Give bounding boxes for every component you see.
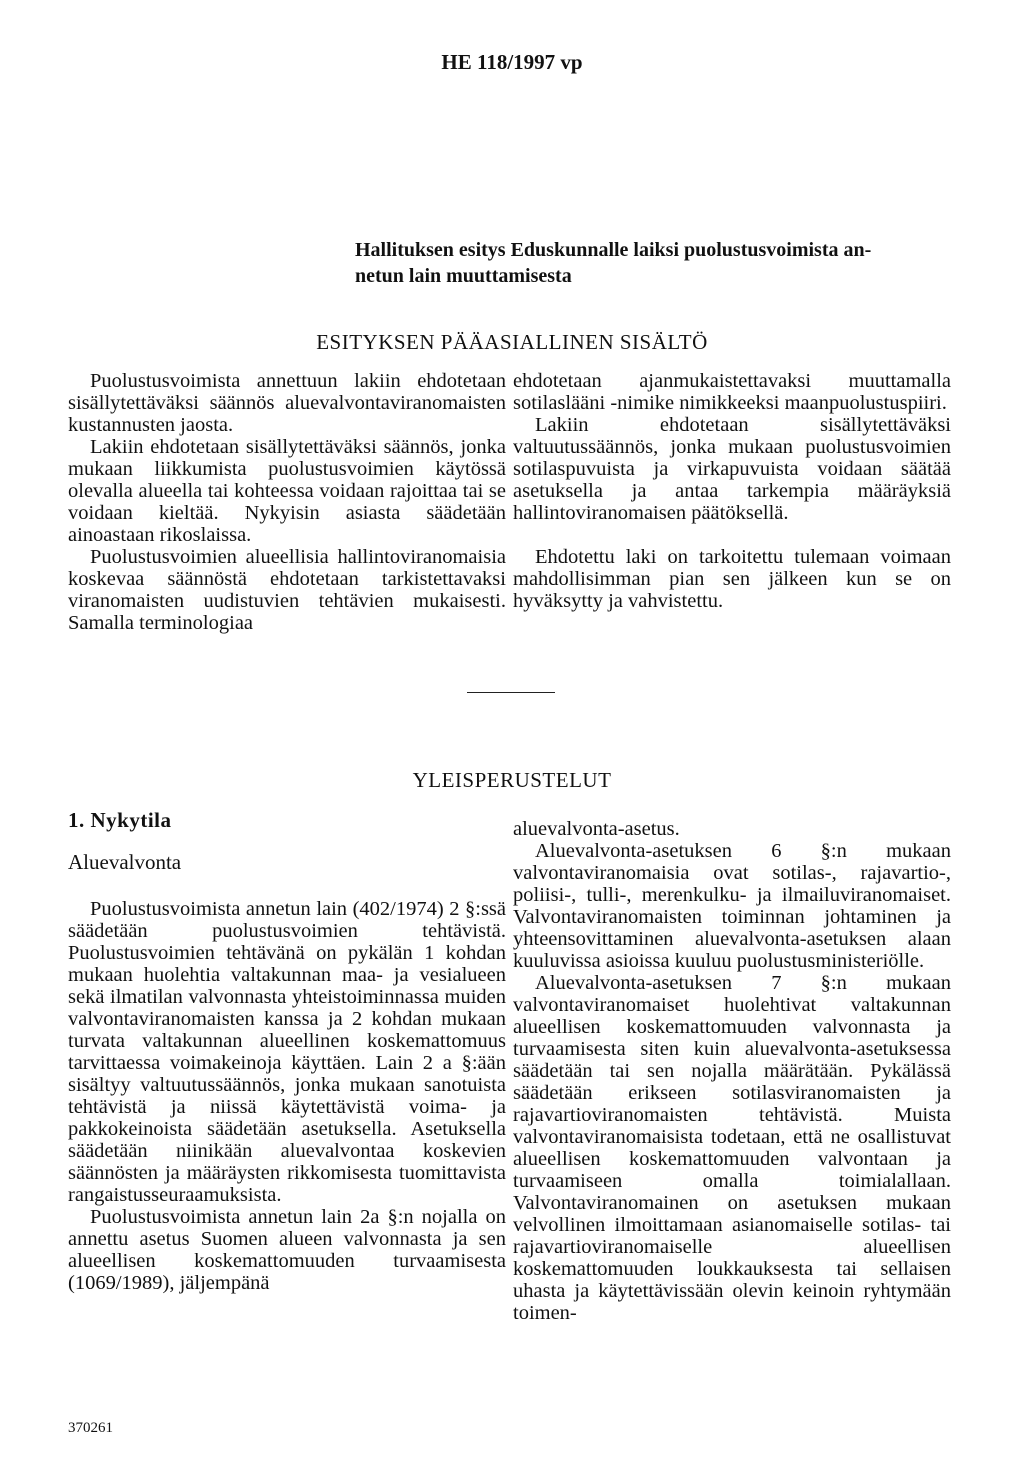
section-title-nykytila: 1. Nykytila bbox=[68, 808, 172, 832]
document-code: HE 118/1997 vp bbox=[441, 50, 583, 74]
general-right-continuation: aluevalvonta-asetus. bbox=[513, 818, 680, 840]
document-title-line-2: netun lain muuttamisesta bbox=[355, 265, 572, 287]
general-left-column bbox=[68, 898, 506, 1294]
general-right-paragraph: Aluevalvonta-asetuksen 7 §:n mukaan valvontaviranomaiset huolehtivat valtakunnan alueellisen koskemattomuuden valvonnasta ja turvaamisesta siten kuin aluevalvonta-asetuksessa säädetään tai sen nojalla määrätään. Pykälässä säädetään erikseen sotilasviranomaisten ja rajavartioviranomaisten tehtävistä. Muista valvontaviranomaisista todetaan, että ne osallistuvat alueellisen koskemattomuuden valvontaan ja turvaamiseen omalla toimialallaan. Valvontaviranomainen on asetuksen mukaan velvollinen ilmoittamaan asianomaiselle sotilas- tai rajavartioviranomaiselle alueellisen koskemattomuuden loukkauksesta tai sellaisen uhasta ja käytettävissään olevin keinoin ryhtymään toimen- bbox=[513, 972, 951, 1324]
section-divider bbox=[467, 692, 555, 693]
general-right-paragraph: Aluevalvonta-asetuksen 6 §:n mukaan valvontaviranomaisia ovat sotilas-, rajavartio-, poliisi-, tulli-, merenkulku- ja ilmailuviranomaiset. Valvontaviranomaisten toiminnan johtaminen ja yhteensovittaminen aluevalvonta-asetuksen alaan kuuluvissa asioissa kuuluu puolustusministeriölle. bbox=[513, 840, 951, 972]
document-title-line-1: Hallituksen esitys Eduskunnalle laiksi puolustusvoimista an- bbox=[355, 239, 872, 261]
summary-right-column bbox=[513, 370, 951, 612]
general-reasoning-heading: YLEISPERUSTELUT bbox=[412, 768, 612, 792]
document-title bbox=[355, 237, 955, 289]
summary-heading: ESITYKSEN PÄÄASIALLINEN SISÄLTÖ bbox=[316, 330, 708, 354]
general-left-paragraph: Puolustusvoimista annetun lain (402/1974) 2 §:ssä säädetään puolustusvoimien tehtävistä. Puolustusvoimien tehtävänä on pykälän 1 kohdan mukaan huolehtia valtakunnan maa- ja vesialueen sekä ilmatilan valvonnasta yhteistoiminnassa muiden valvontaviranomaisten kanssa ja 2 kohdan mukaan turvata valtakunnan alueellinen koskemattomuus tarvittaessa voimakeinoja käyttäen. Lain 2 a §:ään sisältyy valtuutussäännös, jonka mukaan sanotuista tehtävistä ja niissä käytettävistä voima- ja pakkokeinoista säädetään asetuksella. Asetuksella säädetään niinikään aluevalvontaa koskevien säännösten ja määräysten rikkomisesta tuomittavista rangaistusseuraamuksista. bbox=[68, 898, 506, 1206]
summary-right-paragraph: Ehdotettu laki on tarkoitettu tulemaan voimaan mahdollisimman pian sen jälkeen kun se on hyväksytty ja vahvistettu. bbox=[513, 546, 951, 612]
general-right-column bbox=[513, 818, 951, 1324]
summary-left-paragraph: Puolustusvoimista annettuun lakiin ehdotetaan sisällytettäväksi säännös aluevalvontaviranomaisten kustannusten jaosta. bbox=[68, 370, 506, 436]
summary-left-column bbox=[68, 370, 506, 634]
general-left-paragraph: Puolustusvoimista annetun lain 2a §:n nojalla on annettu asetus Suomen alueen valvonnasta ja sen alueellisen koskemattomuuden turvaamisesta (1069/1989), jäljempänä bbox=[68, 1206, 506, 1294]
summary-right-paragraph: Lakiin ehdotetaan sisällytettäväksi valtuutussäännös, jonka mukaan puolustusvoimien sotilaspuvuista ja virkapuvuista voidaan säätää asetuksella ja antaa tarkempia määräyksiä hallintoviranomaisen päätöksellä. bbox=[513, 414, 951, 524]
summary-left-paragraph: Puolustusvoimien alueellisia hallintoviranomaisia koskevaa säännöstä ehdotetaan tarkistettavaksi viranomaisten uudistuvien tehtävien mukaisesti. Samalla terminologiaa bbox=[68, 546, 506, 634]
page-number: 370261 bbox=[68, 1420, 113, 1436]
summary-left-paragraph: Lakiin ehdotetaan sisällytettäväksi säännös, jonka mukaan liikkumista puolustusvoimien käytössä olevalla alueella tai kohteessa voidaan rajoittaa tai se voidaan kieltää. Nykyisin asiasta säädetään ainoastaan rikoslaissa. bbox=[68, 436, 506, 546]
summary-right-paragraph: ehdotetaan ajanmukaistettavaksi muuttamalla sotilaslääni -nimike nimikkeeksi maanpuolustuspiiri. bbox=[513, 370, 951, 414]
subsection-title-aluevalvonta: Aluevalvonta bbox=[68, 850, 182, 874]
